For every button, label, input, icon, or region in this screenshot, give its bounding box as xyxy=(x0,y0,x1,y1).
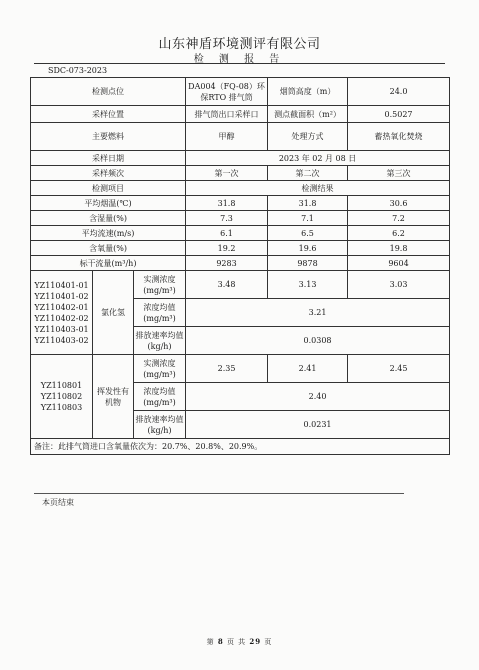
concentration-label: 实测浓度(mg/m³) xyxy=(134,355,186,383)
param-value: 6.5 xyxy=(268,226,348,241)
concentration-value: 3.48 xyxy=(186,271,268,299)
page-number: 8 xyxy=(217,637,224,646)
date-label: 采样日期 xyxy=(31,151,186,166)
concentration-value: 2.35 xyxy=(186,355,268,383)
emission-rate-value: 0.0308 xyxy=(186,327,450,355)
frequency-1: 第一次 xyxy=(186,166,268,181)
row-date xyxy=(31,151,450,166)
param-row xyxy=(31,256,450,271)
param-value: 9878 xyxy=(268,256,348,271)
result-label: 检测结果 xyxy=(186,181,450,196)
pollutant-name: 挥发性有机物 xyxy=(93,355,134,439)
average-label: 浓度均值(mg/m³) xyxy=(134,299,186,327)
param-value: 30.6 xyxy=(348,196,450,211)
section-area-label: 测点截面积（m²） xyxy=(268,106,348,123)
concentration-label: 实测浓度(mg/m³) xyxy=(134,271,186,299)
sample-id: YZ110801 xyxy=(40,381,83,390)
param-value: 7.2 xyxy=(348,211,450,226)
average-value: 2.40 xyxy=(186,383,450,411)
sample-id: YZ110401-01 xyxy=(34,280,89,290)
sample-id: YZ110402-01 xyxy=(34,302,89,312)
param-value: 31.8 xyxy=(186,196,268,211)
page-footer xyxy=(0,637,479,647)
average-value: 3.21 xyxy=(186,299,450,327)
row-fuel xyxy=(31,123,450,151)
point-value: DA004（FQ-08）环保RTO 排气筒 xyxy=(186,78,268,106)
sample-id: YZ110403-02 xyxy=(34,335,89,345)
item-label: 检测项目 xyxy=(31,181,186,196)
emission-rate-label: 排放速率均值(kg/h) xyxy=(134,327,186,355)
param-label: 含湿量(%) xyxy=(31,211,186,226)
page-end-note: 本页结束 xyxy=(42,498,74,507)
average-label: 浓度均值(mg/m³) xyxy=(134,383,186,411)
treatment-label: 处理方式 xyxy=(268,123,348,151)
concentration-value: 3.13 xyxy=(268,271,348,299)
emission-rate-label: 排放速率均值(kg/h) xyxy=(134,411,186,439)
sample-ids xyxy=(31,271,93,355)
doc-number: SDC-073-2023 xyxy=(48,66,108,75)
stack-height-value: 24.0 xyxy=(348,78,450,106)
param-value: 6.1 xyxy=(186,226,268,241)
date-value: 2023 年 02 月 08 日 xyxy=(186,151,450,166)
emission-rate-value: 0.0231 xyxy=(186,411,450,439)
stack-height-label: 烟筒高度（m） xyxy=(268,78,348,106)
param-row xyxy=(31,241,450,256)
sample-ids xyxy=(31,355,93,439)
param-value: 9283 xyxy=(186,256,268,271)
fuel-value: 甲醇 xyxy=(186,123,268,151)
pollutant-row-concentration xyxy=(31,271,450,299)
param-value: 7.1 xyxy=(268,211,348,226)
report-title: 检 测 报 告 xyxy=(193,54,286,65)
sample-id: YZ110803 xyxy=(40,403,83,412)
header-rule xyxy=(34,63,445,64)
footer-prefix: 第 xyxy=(206,638,215,646)
frequency-label: 采样频次 xyxy=(31,166,186,181)
sample-id: YZ110402-02 xyxy=(34,313,89,323)
sample-id: YZ110802 xyxy=(40,392,83,401)
row-frequency xyxy=(31,166,450,181)
param-label: 平均流速(m/s) xyxy=(31,226,186,241)
test-results-table xyxy=(30,77,450,455)
param-value: 19.8 xyxy=(348,241,450,256)
concentration-value: 3.03 xyxy=(348,271,450,299)
treatment-value: 蓄热氧化焚烧 xyxy=(348,123,450,151)
concentration-value: 2.45 xyxy=(348,355,450,383)
param-value: 9604 xyxy=(348,256,450,271)
remark-row xyxy=(31,439,450,455)
param-row xyxy=(31,211,450,226)
sampling-location-label: 采样位置 xyxy=(31,106,186,123)
point-label: 检测点位 xyxy=(31,78,186,106)
footer-suffix: 页 xyxy=(264,638,273,646)
footer-middle: 页 共 xyxy=(226,638,247,646)
sample-id: YZ110403-01 xyxy=(34,324,89,334)
frequency-2: 第二次 xyxy=(268,166,348,181)
row-point xyxy=(31,78,450,106)
param-label: 平均烟温(℃) xyxy=(31,196,186,211)
param-label: 标干流量(m³/h) xyxy=(31,256,186,271)
page-end-rule xyxy=(34,493,404,494)
param-label: 含氧量(%) xyxy=(31,241,186,256)
param-row xyxy=(31,196,450,211)
section-area-value: 0.5027 xyxy=(348,106,450,123)
param-value: 31.8 xyxy=(268,196,348,211)
param-value: 19.6 xyxy=(268,241,348,256)
concentration-value: 2.41 xyxy=(268,355,348,383)
pollutant-name: 氯化氢 xyxy=(93,271,134,355)
sampling-location-value: 排气筒出口采样口 xyxy=(186,106,268,123)
param-value: 6.2 xyxy=(348,226,450,241)
fuel-label: 主要燃料 xyxy=(31,123,186,151)
param-row xyxy=(31,226,450,241)
frequency-3: 第三次 xyxy=(348,166,450,181)
param-value: 19.2 xyxy=(186,241,268,256)
pollutant-row-concentration xyxy=(31,355,450,383)
total-pages: 29 xyxy=(249,637,262,646)
param-value: 7.3 xyxy=(186,211,268,226)
remark-text: 备注：此排气筒进口含氧量依次为：20.7%、20.8%、20.9%。 xyxy=(31,439,450,455)
sample-id: YZ110401-02 xyxy=(34,291,89,301)
row-item-header xyxy=(31,181,450,196)
row-location xyxy=(31,106,450,123)
company-name: 山东神盾环境测评有限公司 xyxy=(158,37,321,52)
